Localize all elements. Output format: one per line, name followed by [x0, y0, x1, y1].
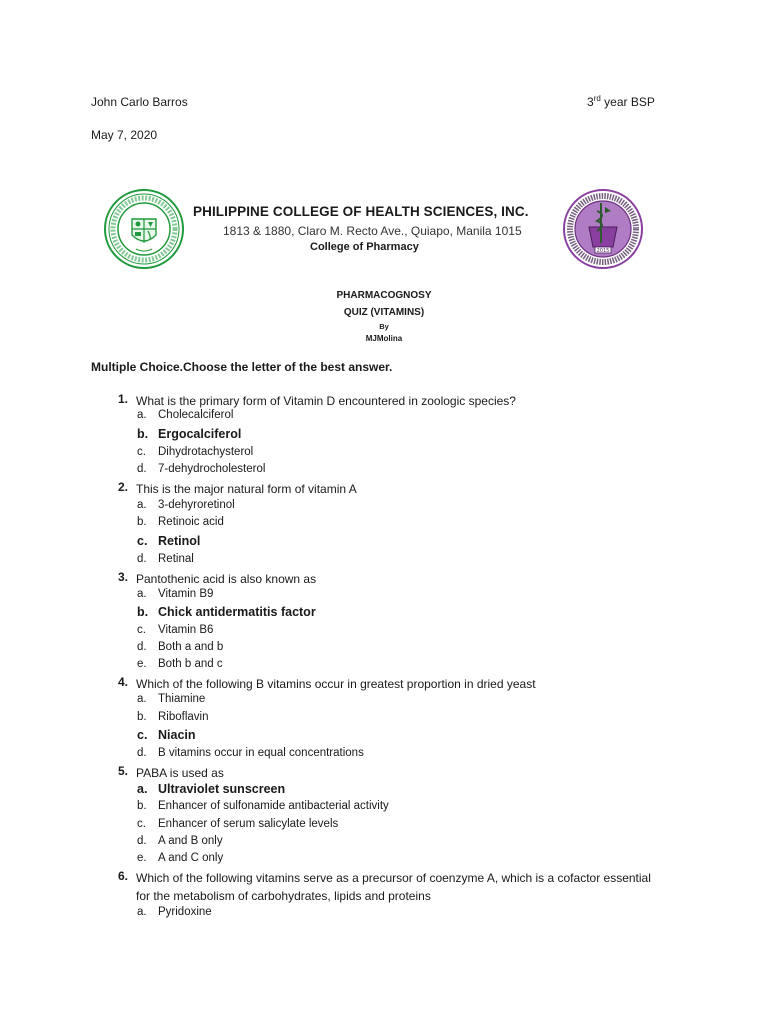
college-department: College of Pharmacy	[310, 241, 419, 253]
college-name: PHILIPPINE COLLEGE OF HEALTH SCIENCES, INC.	[193, 204, 529, 219]
question-text: Which of the following vitamins serve as a precursor of coenzyme A, which is a cofactor essential for the metabolism of carbohydrates, lipids and proteins	[136, 871, 651, 903]
pharmacy-seal-icon	[563, 189, 643, 269]
option-letter: a.	[137, 782, 148, 796]
question-text: What is the primary form of Vitamin D encountered in zoologic species?	[136, 394, 516, 408]
option-letter: a.	[137, 499, 147, 511]
question-number: 5.	[117, 764, 128, 778]
option-letter: d.	[137, 553, 147, 565]
option-text: B vitamins occur in equal concentrations	[158, 747, 364, 759]
option-text: Both b and c	[158, 658, 223, 670]
question-text: PABA is used as	[136, 766, 224, 780]
quiz-title: QUIZ (VITAMINS)	[343, 307, 425, 318]
option-letter: a.	[137, 693, 147, 705]
college-seal-icon	[104, 189, 184, 269]
option-text: A and B only	[158, 835, 223, 847]
quiz-date: May 7, 2020	[91, 128, 158, 142]
option-text: 3-dehyroretinol	[158, 499, 235, 511]
question-number: 4.	[117, 675, 128, 689]
option-text: Thiamine	[158, 693, 206, 705]
option-text: Vitamin B6	[158, 624, 214, 636]
option-letter: c.	[137, 624, 146, 636]
student-name: John Carlo Barros	[91, 95, 188, 109]
correct-answer: Niacin	[158, 728, 196, 742]
option-letter: a.	[137, 906, 147, 918]
svg-text:2015: 2015	[596, 248, 610, 254]
option-text: Cholecalciferol	[158, 409, 234, 421]
question-text: This is the major natural form of vitamin A	[136, 482, 357, 496]
option-letter: e.	[137, 658, 147, 670]
question-text: Which of the following B vitamins occur in greatest proportion in dried yeast	[136, 677, 536, 691]
option-letter: b.	[137, 800, 147, 812]
option-letter: b.	[137, 427, 149, 441]
question-number: 1.	[117, 392, 128, 406]
question-number: 3.	[117, 570, 128, 584]
option-letter: b.	[137, 711, 147, 723]
correct-answer: Chick antidermatitis factor	[158, 605, 316, 619]
option-letter: d.	[137, 641, 147, 653]
year-level: 3rd year BSP	[587, 94, 655, 109]
option-letter: d.	[137, 463, 147, 475]
question-text: Pantothenic acid is also known as	[136, 572, 317, 586]
subject-title: PHARMACOGNOSY	[336, 290, 432, 301]
by-label: By	[379, 322, 389, 331]
option-text: A and C only	[158, 852, 224, 864]
option-letter: c.	[137, 534, 148, 548]
option-letter: e.	[137, 852, 147, 864]
correct-answer: Retinol	[158, 534, 201, 548]
option-text: 7-dehydrocholesterol	[158, 463, 266, 475]
option-letter: b.	[137, 516, 147, 528]
option-text: Vitamin B9	[158, 588, 214, 600]
option-text: Both a and b	[158, 641, 224, 653]
option-text: Retinoic acid	[158, 516, 224, 528]
option-text: Dihydrotachysterol	[158, 446, 254, 458]
option-letter: d.	[137, 835, 147, 847]
option-text: Pyridoxine	[158, 906, 212, 918]
correct-answer: Ultraviolet sunscreen	[158, 782, 286, 796]
option-text: Enhancer of sulfonamide antibacterial activity	[158, 800, 389, 812]
option-letter: d.	[137, 747, 147, 759]
college-address: 1813 & 1880, Claro M. Recto Ave., Quiapo, Manila 1015	[223, 224, 522, 238]
option-letter: c.	[137, 446, 146, 458]
option-text: Riboflavin	[158, 711, 209, 723]
option-letter: a.	[137, 588, 147, 600]
author-name: MJMolina	[365, 334, 403, 343]
instructions: Multiple Choice.Choose the letter of the best answer.	[91, 360, 393, 374]
correct-answer: Ergocalciferol	[158, 427, 242, 441]
option-letter: b.	[137, 605, 149, 619]
question-number: 6.	[117, 869, 128, 883]
option-text: Enhancer of serum salicylate levels	[158, 818, 339, 830]
option-text: Retinal	[158, 553, 194, 565]
question-number: 2.	[117, 480, 128, 494]
option-letter: a.	[137, 409, 147, 421]
option-letter: c.	[137, 818, 146, 830]
option-letter: c.	[137, 728, 148, 742]
